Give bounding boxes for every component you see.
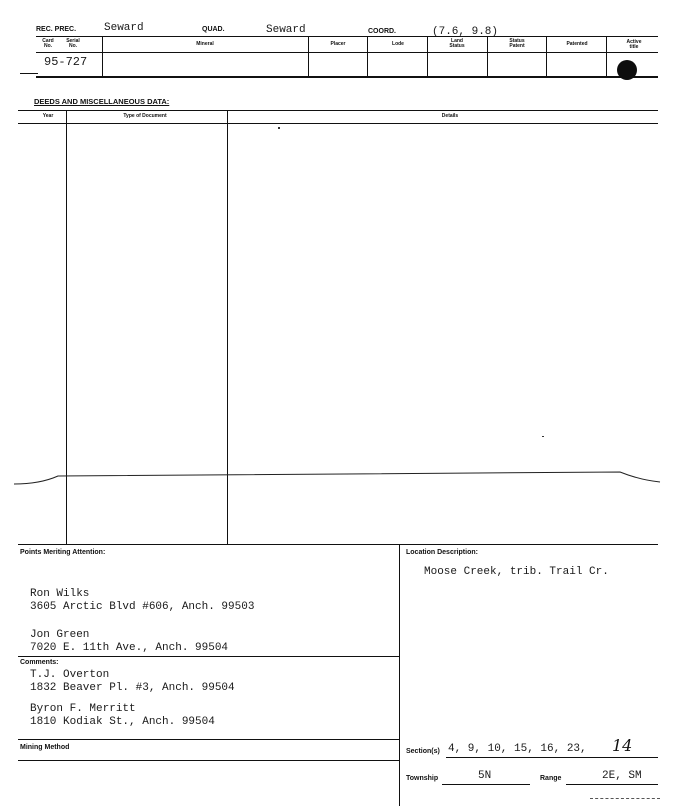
col-details: Details	[441, 113, 459, 119]
header-divider	[308, 37, 309, 76]
header-divider	[546, 37, 547, 76]
range-underline	[566, 784, 658, 785]
header-top-rule	[36, 36, 658, 37]
header-bottom-rule-left	[20, 73, 38, 74]
rec-prec-value: Seward	[104, 22, 144, 34]
col-card-no: Card No.	[42, 38, 54, 49]
sections-underline	[446, 757, 658, 758]
range-value: 2E, SM	[602, 770, 642, 782]
col-type-of-document: Type of Document	[123, 113, 167, 119]
range-label: Range	[540, 775, 562, 782]
header-divider	[102, 37, 103, 76]
header-divider	[606, 37, 607, 76]
coord-value: (7.6, 9.8)	[432, 26, 499, 38]
contact-name: Ron Wilks	[30, 588, 90, 600]
bottom-section-top-rule	[18, 544, 658, 545]
contact-address: 7020 E. 11th Ave., Anch. 99504	[30, 642, 229, 654]
comments-label: Comments:	[20, 659, 59, 666]
mining-method-rule	[18, 739, 399, 740]
location-description-label: Location Description:	[406, 549, 478, 556]
deeds-header-rule	[18, 123, 658, 124]
col-active-title: Active title	[626, 39, 642, 50]
sections-value: 4, 9, 10, 15, 16, 23,	[448, 743, 587, 755]
col-year: Year	[42, 113, 54, 119]
contact-address: 1832 Beaver Pl. #3, Anch. 99504	[30, 682, 235, 694]
card-number-value: 95-727	[44, 55, 88, 69]
contact-name: Jon Green	[30, 629, 90, 641]
township-value: 5N	[478, 770, 492, 782]
contact-name: T.J. Overton	[30, 669, 110, 681]
contact-address: 3605 Arctic Blvd #606, Anch. 99503	[30, 601, 255, 613]
speck	[542, 436, 544, 437]
header-divider	[427, 37, 428, 76]
quad-value: Seward	[266, 24, 306, 36]
speck	[278, 127, 280, 129]
bottom-section-divider	[399, 544, 400, 806]
header-mid-rule	[36, 52, 658, 53]
deeds-top-rule	[18, 110, 658, 111]
sections-label: Section(s)	[406, 748, 440, 755]
header-divider	[487, 37, 488, 76]
township-label: Township	[406, 775, 439, 782]
fold-crease-line	[0, 462, 678, 492]
sections-handwritten-value: 14	[612, 736, 633, 755]
punch-hole-dot	[617, 60, 637, 80]
col-patented: Patented	[566, 41, 588, 47]
deeds-section-title: DEEDS AND MISCELLANEOUS DATA:	[34, 97, 170, 106]
col-serial-no: Serial No.	[66, 38, 80, 49]
col-placer: Placer	[330, 41, 346, 47]
col-mineral: Mineral	[196, 41, 214, 47]
comments-rule	[18, 656, 399, 657]
mining-method-bottom-rule	[18, 760, 399, 761]
footer-dashed-rule	[590, 798, 660, 799]
location-description-value: Moose Creek, trib. Trail Cr.	[424, 566, 609, 578]
mining-method-label: Mining Method	[20, 744, 70, 751]
col-lode: Lode	[392, 41, 404, 47]
quad-label: QUAD.	[202, 26, 225, 33]
rec-prec-label: REC. PREC.	[36, 26, 77, 33]
header-bottom-rule	[36, 76, 658, 78]
col-status-patent: Status Patent	[509, 38, 525, 49]
township-underline	[442, 784, 530, 785]
header-divider	[367, 37, 368, 76]
contact-name: Byron F. Merritt	[30, 703, 136, 715]
contact-address: 1810 Kodiak St., Anch. 99504	[30, 716, 215, 728]
col-land-status: Land Status	[449, 38, 465, 49]
coord-label: COORD.	[368, 28, 396, 35]
points-meriting-attention-label: Points Meriting Attention:	[20, 549, 106, 556]
